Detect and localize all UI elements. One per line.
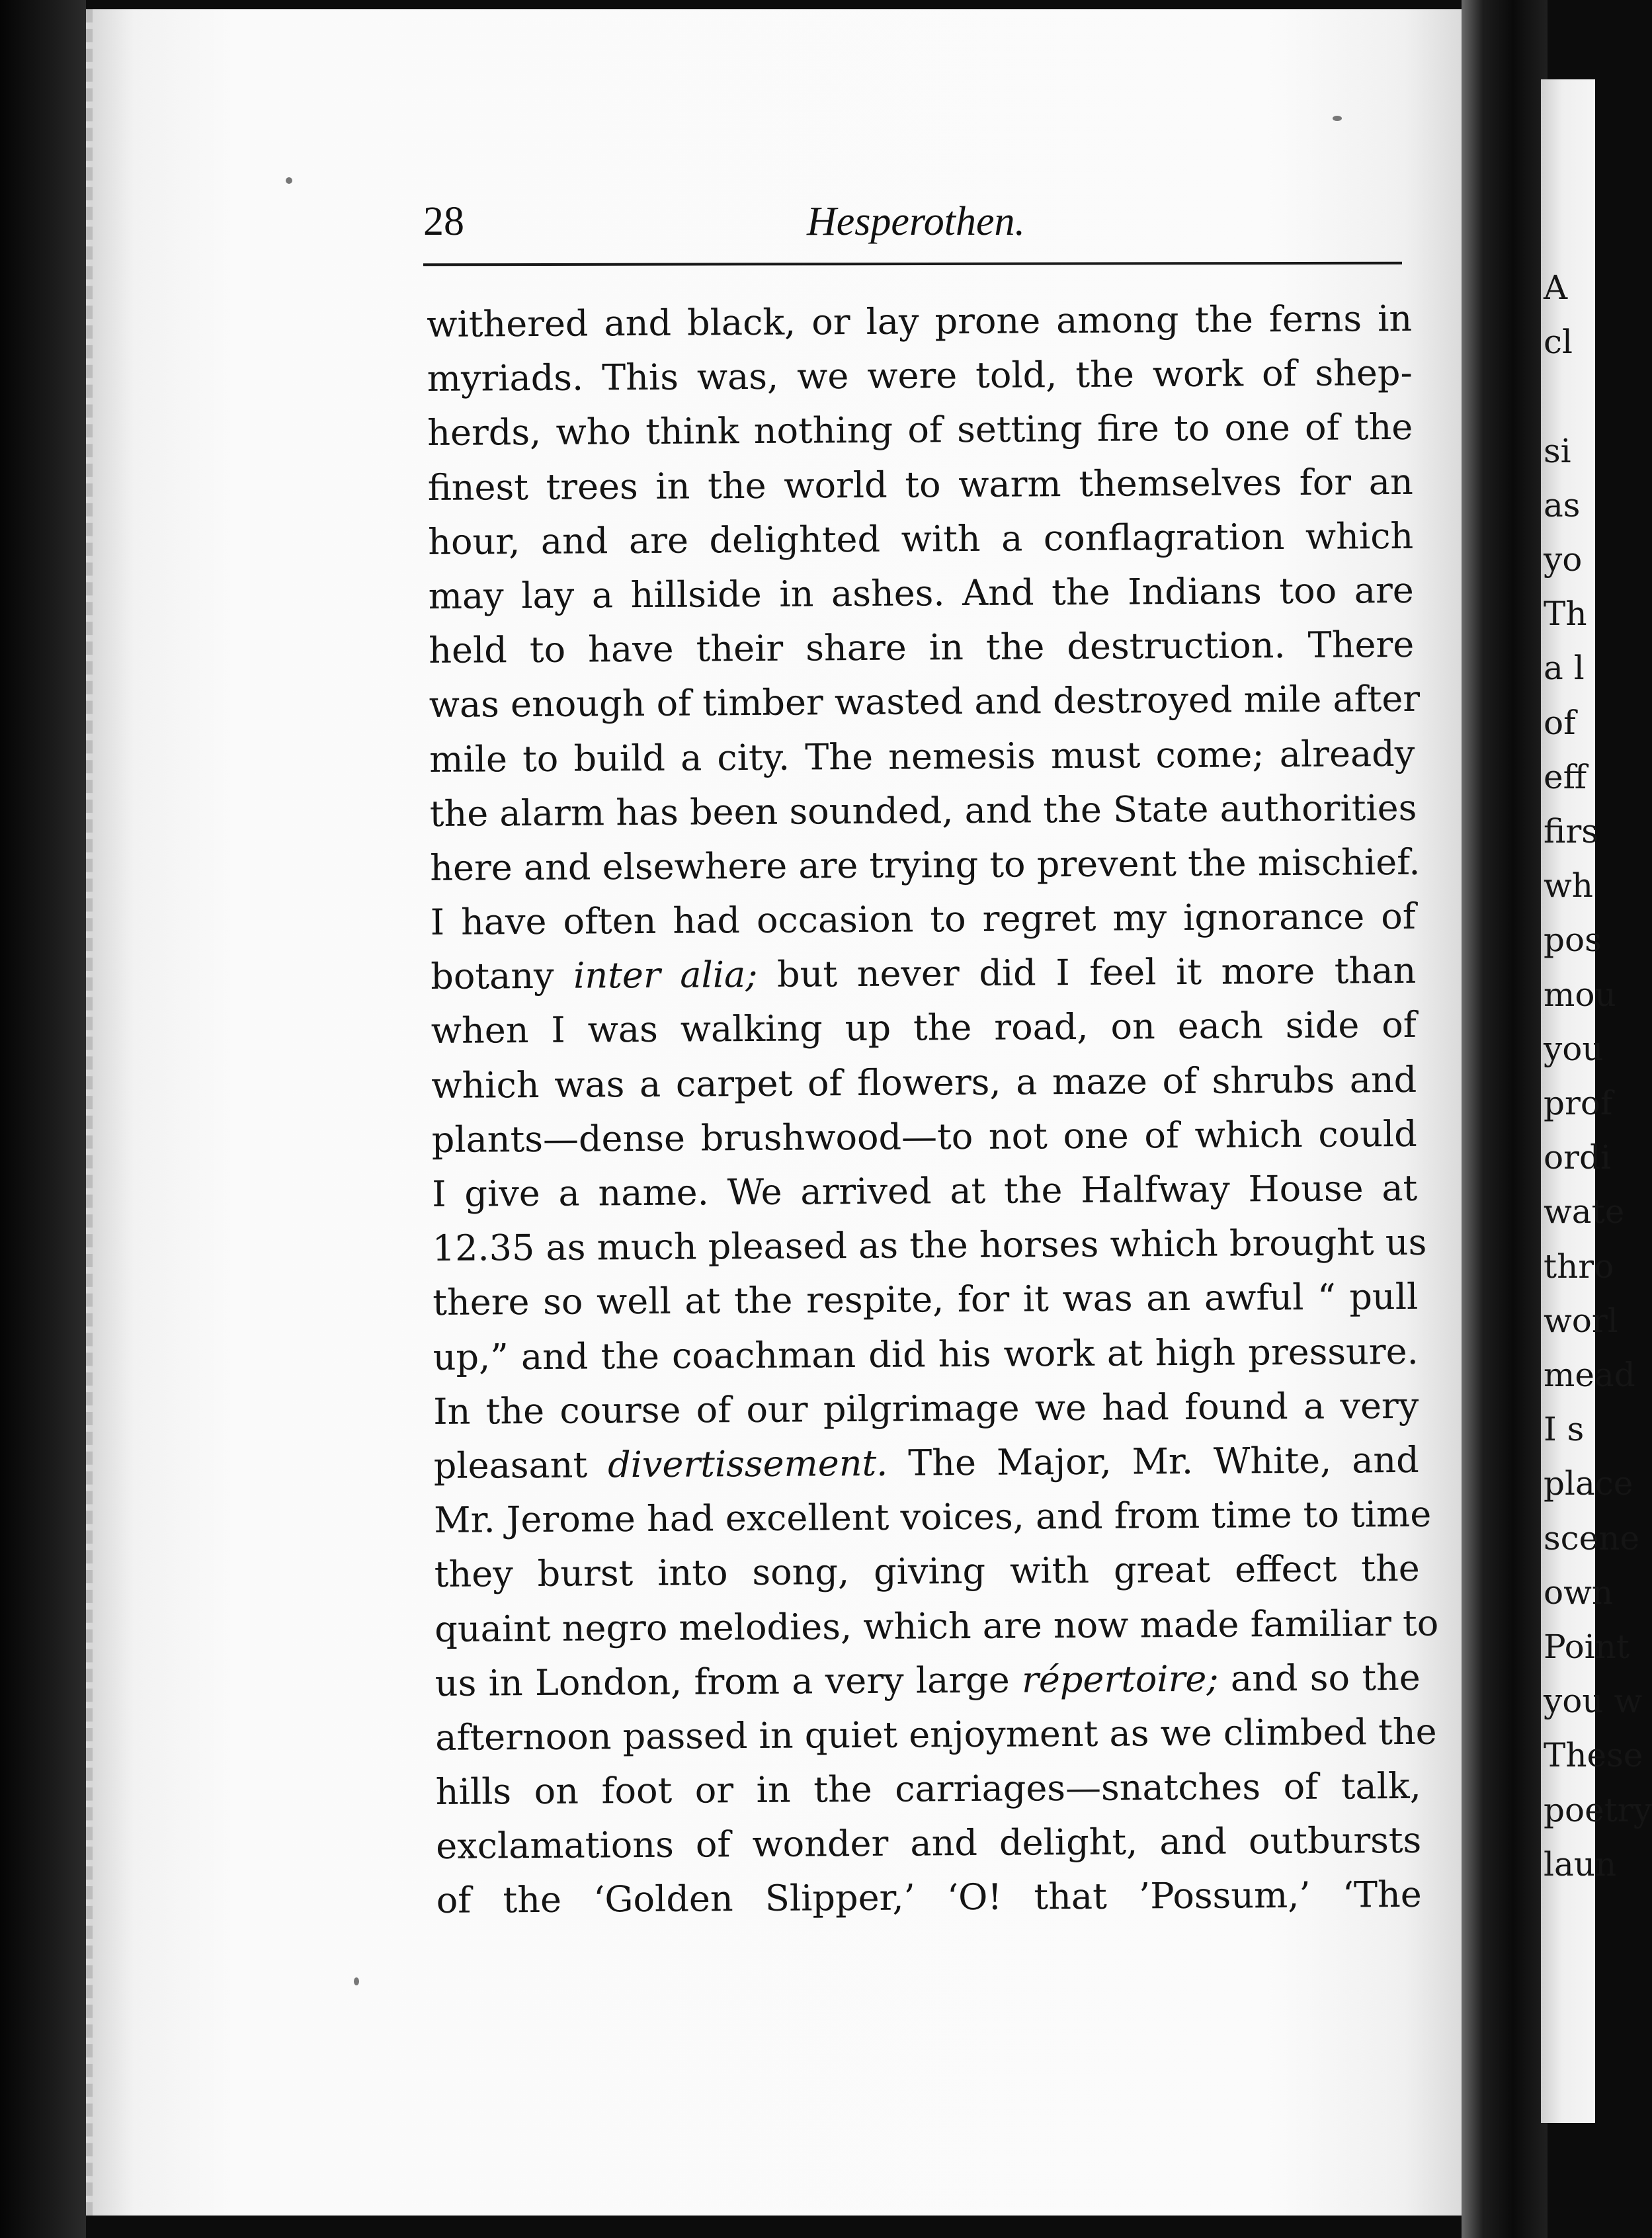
text-line bbox=[431, 1053, 1417, 1113]
text-run: Mr. Jerome had excellent voices, and from time to time bbox=[434, 1493, 1432, 1542]
facing-page-fragment: mead bbox=[1544, 1356, 1635, 1394]
text-run: quaint negro melodies, which are now made familiar to bbox=[434, 1602, 1439, 1650]
text-run: The Major, Mr. White, and bbox=[888, 1438, 1419, 1484]
text-line bbox=[431, 944, 1416, 1004]
text-run: pleasant bbox=[433, 1444, 608, 1487]
text-line bbox=[428, 454, 1413, 515]
text-run: myriads. This was, we were told, the work of shep- bbox=[427, 352, 1413, 400]
text-run: I have often had occasion to regret my ignorance of bbox=[430, 895, 1416, 944]
text-line bbox=[433, 1379, 1419, 1439]
facing-page-fragment: eff bbox=[1544, 757, 1587, 796]
facing-page-fragment: Th bbox=[1544, 595, 1587, 634]
text-run: there so well at the respite, for it was an awful “ pull bbox=[433, 1276, 1419, 1324]
text-run: In the course of our pilgrimage we had found a very bbox=[433, 1384, 1419, 1432]
text-run: hills on foot or in the carriages—snatches of talk, bbox=[435, 1764, 1421, 1813]
facing-page-fragment: worl bbox=[1544, 1301, 1618, 1340]
text-run: herds, who think nothing of setting fire to one of the bbox=[427, 406, 1413, 454]
text-line bbox=[433, 1324, 1419, 1384]
facing-page-fragment: as bbox=[1544, 485, 1581, 524]
facing-page-fragment: of bbox=[1544, 703, 1576, 742]
facing-page-fragment: firs bbox=[1544, 812, 1598, 850]
italic-phrase: inter alia; bbox=[573, 954, 758, 997]
text-run: may lay a hillside in ashes. And the Indians too are bbox=[428, 569, 1414, 617]
body-text bbox=[427, 292, 1439, 1928]
facing-page-fragment: you w bbox=[1544, 1682, 1643, 1721]
text-run: plants—dense brushwood—to not one of which could bbox=[431, 1112, 1417, 1161]
text-line bbox=[436, 1759, 1421, 1819]
facing-page-fragment: A bbox=[1544, 269, 1568, 307]
facing-page-fragment: Point bbox=[1544, 1628, 1630, 1666]
text-line bbox=[434, 1596, 1439, 1656]
text-run: and so the bbox=[1218, 1656, 1421, 1700]
text-line bbox=[434, 1487, 1432, 1548]
facing-page-fragment: I s bbox=[1544, 1410, 1585, 1449]
facing-page-fragment: thro bbox=[1544, 1247, 1614, 1286]
text-run: the alarm has been sounded, and the State authorities bbox=[429, 786, 1417, 835]
text-run: I give a name. We arrived at the Halfway House at bbox=[432, 1167, 1418, 1215]
text-run: us in London, from a very large bbox=[434, 1659, 1022, 1704]
text-run: exclamations of wonder and delight, and outbursts bbox=[436, 1819, 1422, 1868]
page-number: 28 bbox=[423, 199, 464, 244]
facing-page-fragment: place bbox=[1544, 1464, 1633, 1503]
text-line bbox=[432, 1107, 1417, 1167]
text-line bbox=[436, 1813, 1421, 1874]
text-run: when I was walking up the road, on each side of bbox=[431, 1004, 1417, 1052]
text-line bbox=[429, 563, 1414, 624]
text-run: hour, and are delighted with a conflagration which bbox=[428, 515, 1414, 563]
running-head bbox=[423, 198, 1402, 251]
text-line bbox=[429, 726, 1415, 786]
text-line bbox=[432, 1161, 1417, 1222]
facing-page-fragment: yo bbox=[1544, 540, 1583, 579]
text-line bbox=[429, 618, 1414, 678]
facing-page-fragment: wate bbox=[1544, 1192, 1625, 1231]
facing-page-fragment: prof bbox=[1544, 1084, 1613, 1122]
text-line bbox=[435, 1651, 1421, 1711]
text-run: 12.35 as much pleased as the horses which brought us bbox=[432, 1221, 1427, 1270]
facing-page-fragment: own bbox=[1544, 1573, 1614, 1612]
text-run: they burst into song, giving with great effect the bbox=[434, 1548, 1420, 1596]
facing-page-fragment: cl bbox=[1544, 323, 1573, 362]
text-run: mile to build a city. The nemesis must come; already bbox=[429, 732, 1415, 780]
text-line bbox=[430, 781, 1415, 841]
text-run: but never did I feel it more than bbox=[757, 950, 1417, 996]
text-line bbox=[428, 509, 1413, 569]
text-line bbox=[435, 1705, 1437, 1765]
text-run: afternoon passed in quiet enjoyment as we climbed the bbox=[435, 1710, 1437, 1759]
facing-page-fragment: poetry bbox=[1544, 1790, 1652, 1829]
text-line bbox=[433, 1270, 1418, 1330]
text-line bbox=[432, 1216, 1427, 1276]
gutter-shadow bbox=[1462, 0, 1548, 2238]
text-run: held to have their share in the destruction. There bbox=[429, 624, 1415, 672]
text-line bbox=[427, 400, 1413, 460]
paper-speck bbox=[1333, 116, 1342, 121]
facing-page-fragment: scene bbox=[1544, 1518, 1640, 1557]
facing-page-fragment: These bbox=[1544, 1736, 1643, 1775]
facing-page-fragment: laun bbox=[1544, 1844, 1617, 1884]
text-line bbox=[429, 672, 1421, 732]
text-line bbox=[427, 346, 1413, 406]
left-binding-edge bbox=[0, 0, 86, 2238]
text-line bbox=[434, 1542, 1420, 1602]
text-run: which was a carpet of flowers, a maze of shrubs and bbox=[431, 1058, 1417, 1106]
text-line bbox=[431, 890, 1416, 950]
facing-page-fragment: pos bbox=[1544, 921, 1602, 960]
text-line bbox=[434, 1433, 1419, 1493]
text-run: here and elsewhere are trying to prevent the mischief. bbox=[430, 841, 1421, 889]
text-run: was enough of timber wasted and destroyed mile after bbox=[429, 678, 1421, 726]
facing-page bbox=[1541, 79, 1652, 2123]
text-run: botany bbox=[431, 954, 574, 998]
text-line bbox=[427, 292, 1412, 352]
running-title: Hesperothen. bbox=[807, 199, 1026, 244]
text-line bbox=[436, 1868, 1422, 1928]
facing-page-fragment: you bbox=[1544, 1029, 1604, 1068]
text-run: of the ‘Golden Slipper,’ ‘O! that ’Possum,’ ‘The bbox=[436, 1874, 1422, 1922]
italic-phrase: répertoire; bbox=[1021, 1657, 1219, 1701]
text-run: up,” and the coachman did his work at high pressure. bbox=[433, 1330, 1419, 1378]
facing-page-fragment: ordi bbox=[1544, 1138, 1612, 1177]
paper-speck bbox=[286, 177, 292, 184]
italic-phrase: divertissement. bbox=[607, 1442, 888, 1486]
facing-page-fragment: si bbox=[1544, 431, 1571, 470]
facing-page-fragment: a l bbox=[1544, 649, 1585, 688]
text-line bbox=[431, 998, 1417, 1058]
paper-speck bbox=[354, 1977, 359, 1985]
facing-page-fragment: mou bbox=[1544, 975, 1616, 1014]
text-run: finest trees in the world to warm themselves for an bbox=[427, 460, 1413, 509]
text-line bbox=[430, 835, 1421, 895]
text-run: withered and black, or lay prone among the ferns in bbox=[427, 297, 1413, 345]
facing-page-fragment: wh bbox=[1544, 866, 1593, 905]
